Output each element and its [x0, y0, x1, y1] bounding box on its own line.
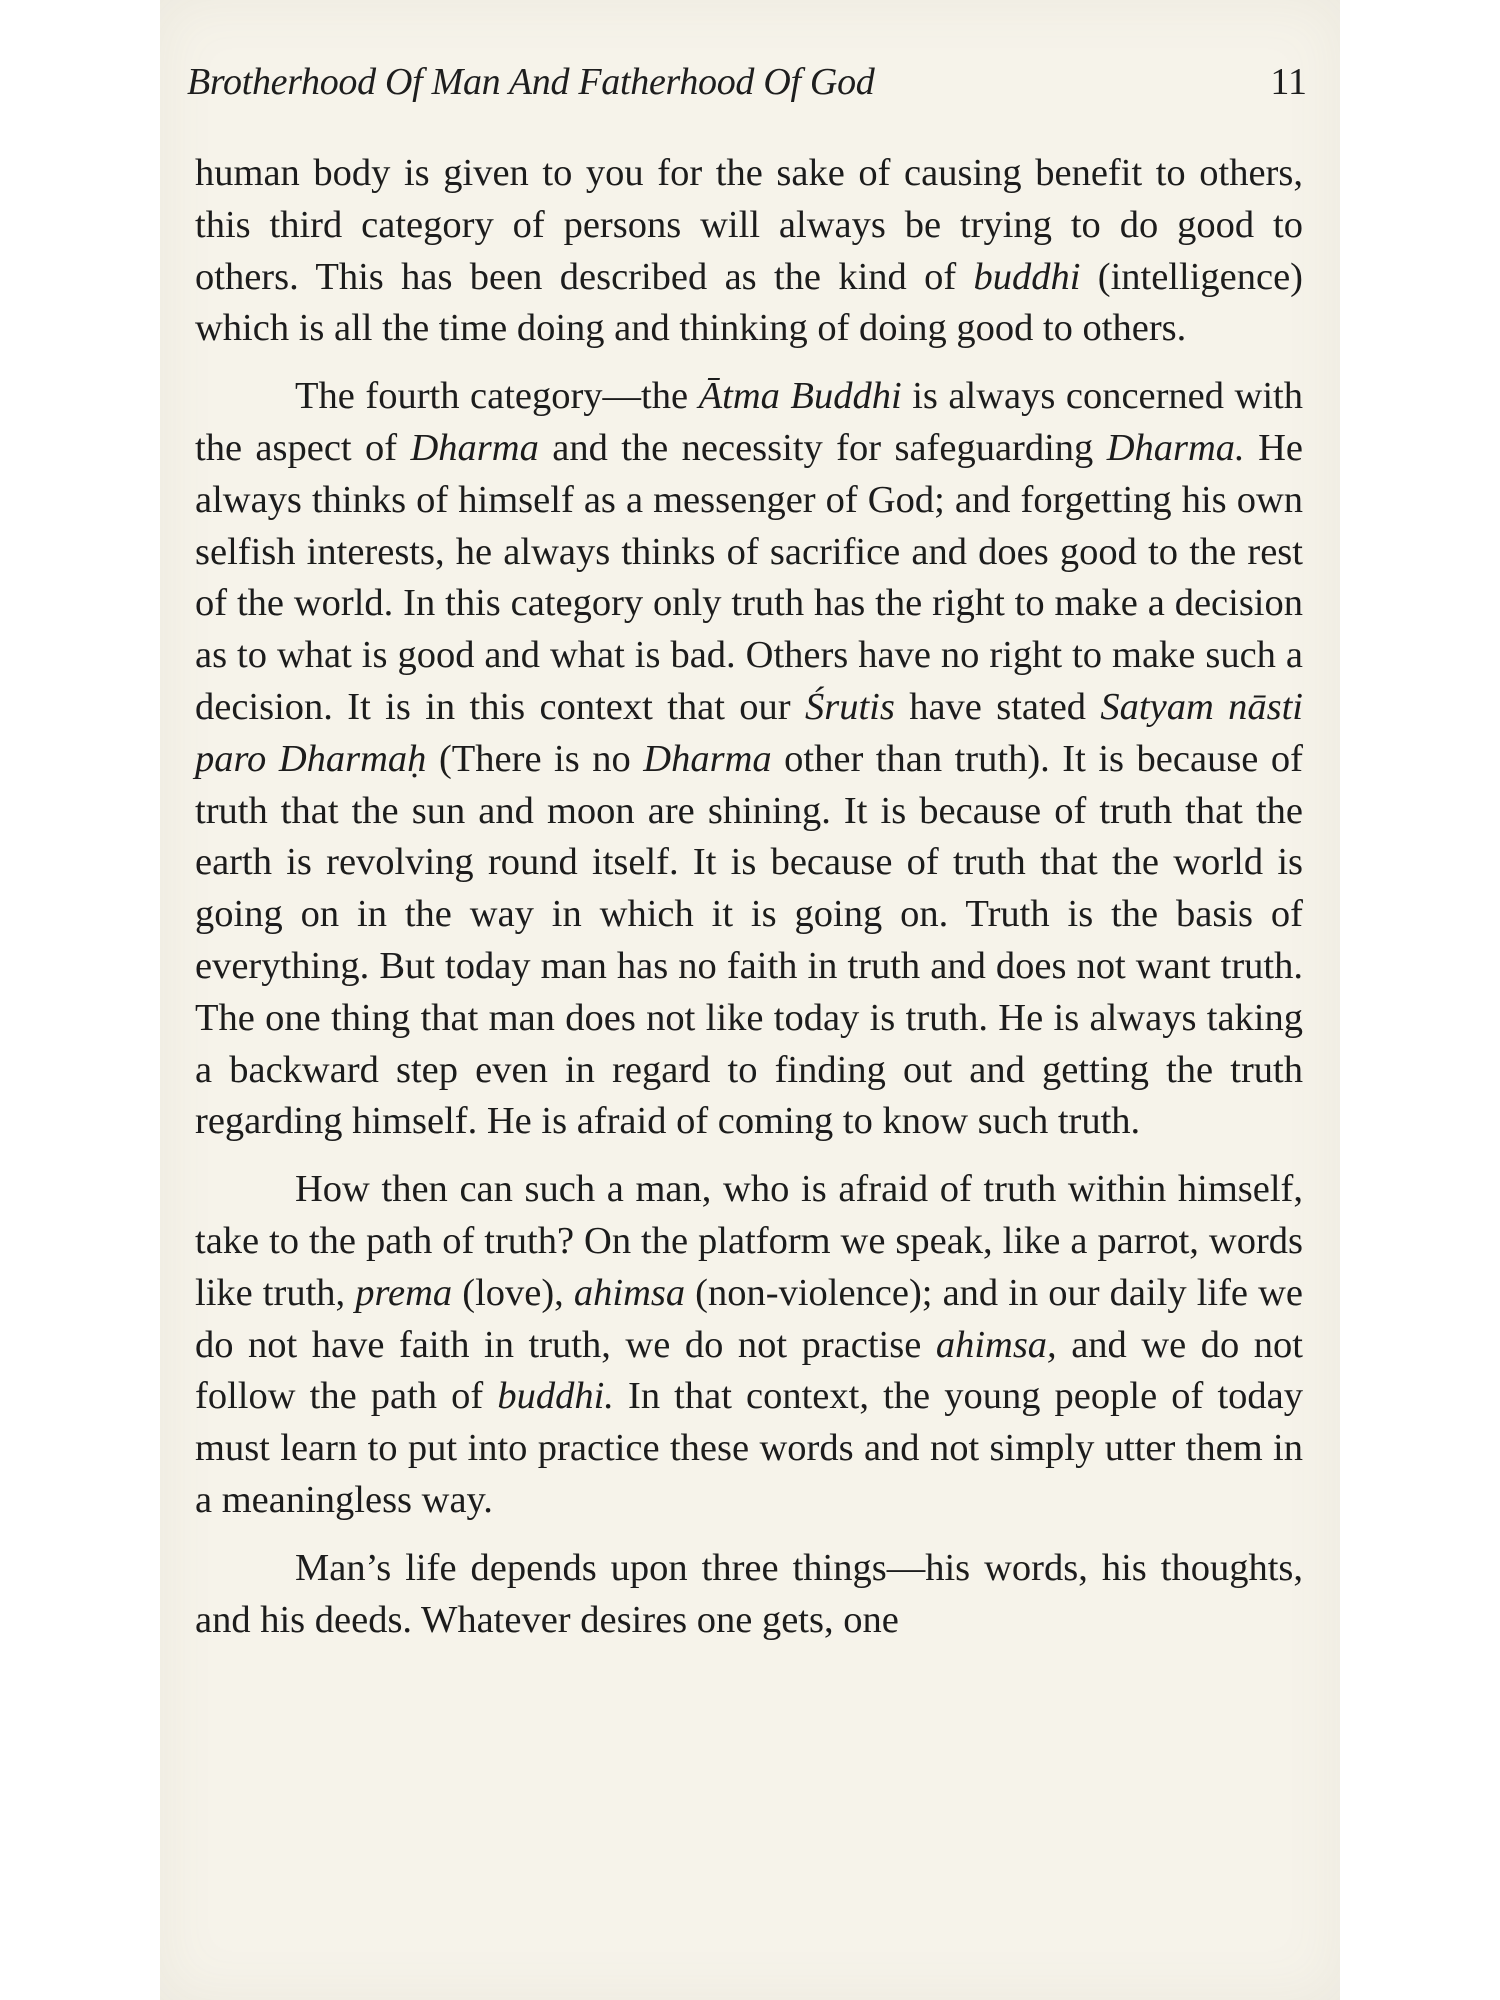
italic-term: buddhi.	[497, 1375, 614, 1418]
text-segment: (non-violence); and in our daily life we do not have faith in truth, we do not practise	[195, 1271, 1303, 1366]
italic-term: ahimsa,	[935, 1323, 1057, 1366]
text-segment: (love),	[452, 1271, 574, 1314]
text-segment: How then can such a man, who is afraid of truth within himself, take to the path of truth? On the platform we speak, like a parrot, words like truth,	[195, 1168, 1303, 1314]
italic-term: Śrutis	[804, 685, 895, 728]
italic-term: ahimsa	[573, 1271, 686, 1314]
paragraph	[195, 148, 1303, 355]
page-header	[187, 60, 1307, 110]
italic-term: Satyam nāsti paro Dharmaḥ	[195, 685, 1303, 780]
text-segment: human body is given to you for the sake of causing benefit to others, this third category of persons will always be trying to do good to others. This has been described as the kind of	[195, 152, 1303, 298]
italic-term: Dharma	[643, 737, 772, 780]
text-segment: and we do not follow the path of	[195, 1323, 1303, 1418]
page-body	[195, 148, 1303, 1646]
text-segment: and the necessity for safeguarding	[538, 426, 1107, 469]
italic-term: Dharma	[410, 426, 539, 469]
italic-term: prema	[355, 1271, 453, 1314]
text-segment: In that context, the young people of today must learn to put into practice these words and not simply utter them in a meaningless way.	[195, 1375, 1303, 1521]
text-segment: is always concerned with the aspect of	[195, 375, 1304, 469]
paragraph	[195, 1164, 1303, 1527]
text-segment: (There is no	[426, 737, 644, 780]
page-number: 11	[1270, 61, 1307, 103]
italic-term: Ātma Buddhi	[698, 375, 902, 418]
running-title: Brotherhood Of Man And Fatherhood Of God	[187, 61, 875, 103]
italic-term: buddhi	[973, 255, 1081, 298]
text-segment: (intelligence) which is all the time doing and thinking of doing good to others.	[195, 255, 1303, 350]
text-segment: The fourth category—the	[295, 375, 699, 418]
text-segment: have stated	[894, 685, 1101, 728]
text-segment: other than truth). It is because of truth that the sun and moon are shining. It is because of truth that the earth is revolving round itself. It is because of truth that the world is going on in the way in which it is going on. Truth is the basis of everything. But today man has no faith in truth and does not want truth. The one thing that man does not like today is truth. He is always taking a backward step even in regard to finding out and getting the truth regarding himself. He is afraid of coming to know such truth.	[195, 737, 1303, 1143]
text-segment: Man’s life depends upon three things—his words, his thoughts, and his deeds. Whatever desires one gets, one	[195, 1546, 1303, 1641]
paragraph	[195, 1543, 1303, 1647]
paragraph	[195, 371, 1303, 1148]
italic-term: Dharma.	[1106, 426, 1245, 469]
text-segment: He always thinks of himself as a messenger of God; and forgetting his own selfish interests, he always thinks of sacrifice and does good to the rest of the world. In this category only truth has the right to make a decision as to what is good and what is bad. Others have no right to make such a decision. It is in this context that our	[195, 426, 1303, 728]
